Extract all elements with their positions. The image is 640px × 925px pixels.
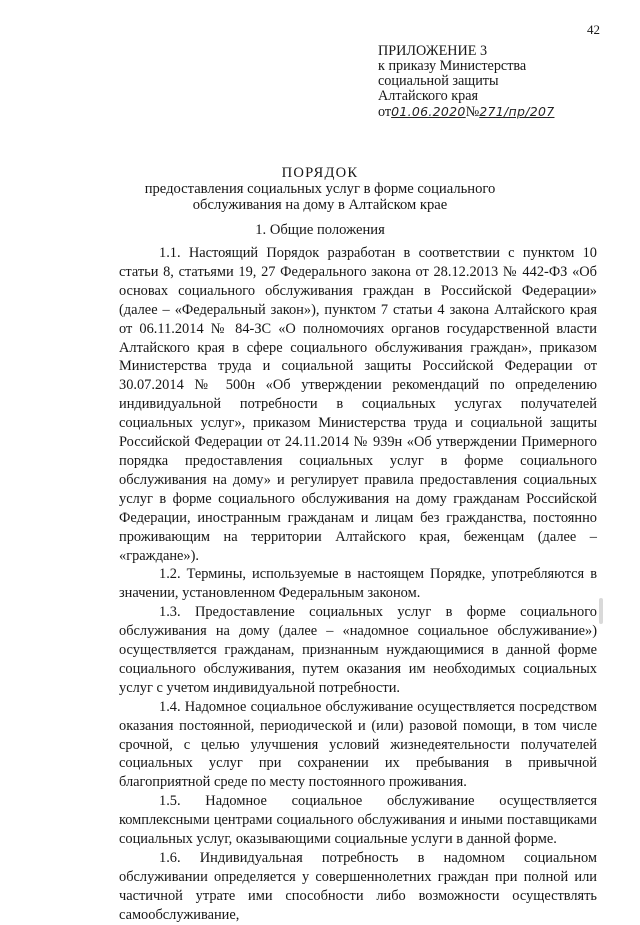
paragraph-1-6: 1.6. Индивидуальная потребность в надомном социальном обслуживании определяется у совершеннолетних граждан при полной или частичной утрате ими способности либо возможности осуществлять самообслуживание,	[119, 850, 597, 923]
date-prefix: от	[378, 104, 392, 120]
document-subtitle-line-2: обслуживания на дому в Алтайском крае	[192, 197, 448, 213]
page-number: 42	[587, 22, 600, 37]
appendix-line-region: Алтайского края	[378, 88, 479, 104]
appendix-header	[378, 44, 618, 120]
scan-smudge	[599, 598, 603, 624]
handwritten-number: 271/пр/207	[479, 104, 555, 119]
paragraph-1-3: 1.3. Предоставление социальных услуг в форме социального обслуживания на дому (далее – «надомное социальное обслуживание») осуществляется гражданам, признанным нуждающимися в данной форме социального обслуживания, путем оказания им необходимых социальных услуг с учетом индивидуальной потребности.	[119, 604, 597, 696]
appendix-line-order: к приказу Министерства	[378, 58, 527, 74]
appendix-title: ПРИЛОЖЕНИЕ 3	[378, 43, 488, 59]
document-title: ПОРЯДОК	[281, 165, 359, 181]
paragraph-1-2: 1.2. Термины, используемые в настоящем Порядке, употребляются в значении, установленном Федеральным законом.	[119, 566, 597, 602]
handwritten-date: 01.06.2020	[391, 104, 466, 119]
document-body	[119, 244, 597, 925]
paragraph-1-4: 1.4. Надомное социальное обслуживание осуществляется посредством оказания постоянной, периодической и (или) разовой помощи, в том числе срочной, с целью улучшения условий жизнедеятельности получателей социальных услуг при сохранении их пребывания в привычной благоприятной среде по месту постоянного проживания.	[119, 698, 597, 791]
paragraph-1-5: 1.5. Надомное социальное обслуживание осуществляется комплексными центрами социального обслуживания и иными поставщиками социальных услуг, оказывающими социальные услуги в данной форме.	[119, 793, 597, 848]
section-heading: 1. Общие положения	[255, 222, 385, 238]
order-date-number	[378, 104, 618, 120]
document-title-block	[0, 165, 640, 213]
number-prefix: №	[465, 104, 480, 120]
document-subtitle-line-1: предоставления социальных услуг в форме социального	[144, 181, 496, 197]
paragraph-1-1: 1.1. Настоящий Порядок разработан в соответствии с пунктом 10 статьи 8, статьями 19, 27 Федерального закона от 28.12.2013 № 442-ФЗ «Об основах социального обслуживания граждан в Российской Федерации» (далее – «Федеральный закон»), пунктом 7 статьи 4 закона Алтайского края от 06.11.2014 № 84-ЗС «О полномочиях органов государственной власти Алтайского края в сфере социального обслуживания граждан», приказом Министерства труда и социальной защиты Российской Федерации от 30.07.2014 № 500н «Об утверждении рекомендаций по определению индивидуальной потребности в социальных услугах получателей социальных услуг», приказом Министерства труда и социальной защиты Российской Федерации от 24.11.2014 № 939н «Об утверждении Примерного порядка предоставления социальных услуг в форме социального обслуживания на дому» и регулирует правила предоставления социальных услуг в форме социального обслуживания на дому гражданам Российской Федерации, иностранным гражданам и лицам без гражданства, постоянно проживающим на территории Алтайского края, беженцам (далее – «граждане»).	[119, 245, 597, 564]
appendix-line-ministry: социальной защиты	[378, 73, 499, 89]
